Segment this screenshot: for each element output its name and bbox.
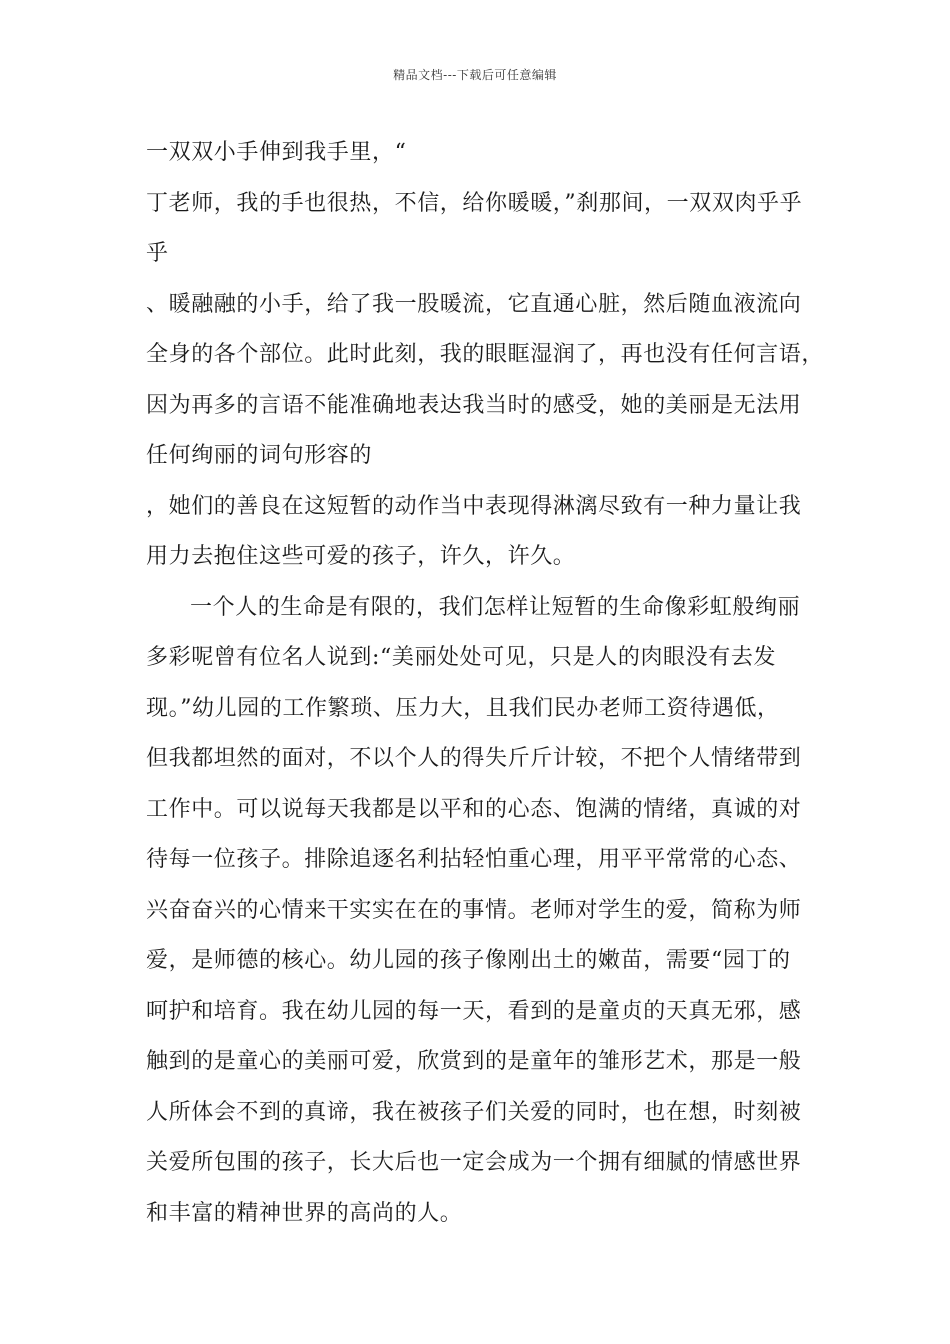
- text-line: 兴奋奋兴的心情来干实实在在的事情。老师对学生的爱，简称为师: [146, 897, 802, 923]
- text-line: 现。”幼儿园的工作繁琐、压力大，且我们民办老师工资待遇低，: [146, 695, 780, 721]
- text-line: 呵护和培育。我在幼儿园的每一天，看到的是童贞的天真无邪，感: [146, 998, 802, 1024]
- text-line: 乎: [146, 241, 169, 266]
- text-line: 工作中。可以说每天我都是以平和的心态、饱满的情绪，真诚的对: [146, 796, 802, 822]
- text-line: 人所体会不到的真谛，我在被孩子们关爱的同时，也在想，时刻被: [146, 1099, 802, 1125]
- document-body: [146, 128, 826, 1239]
- text-line: 丁老师，我的手也很热，不信，给你暖暖，”刹那间，一双双肉乎乎: [146, 190, 803, 216]
- text-line: 因为再多的言语不能准确地表达我当时的感受，她的美丽是无法用: [146, 392, 802, 418]
- text-line: 全身的各个部位。此时此刻，我的眼眶湿润了，再也没有任何言语，: [146, 342, 825, 367]
- text-line: 一双双小手伸到我手里，“: [146, 140, 407, 165]
- text-line: ，她们的善良在这短暂的动作当中表现得淋漓尽致有一种力量让我: [146, 493, 802, 519]
- text-line: 但我都坦然的面对，不以个人的得失斤斤计较，不把个人情绪带到: [146, 746, 802, 771]
- text-line: 、暖融融的小手，给了我一股暖流，它直通心脏，然后随血液流向: [146, 291, 802, 317]
- paragraph-first-line: 一个人的生命是有限的，我们怎样让短暂的生命像彩虹般绚丽: [190, 594, 801, 620]
- text-line: 爱，是师德的核心。幼儿园的孩子像刚出土的嫩苗，需要“园丁的: [146, 948, 791, 973]
- text-line: 触到的是童心的美丽可爱，欣赏到的是童年的雏形艺术，那是一般: [146, 1049, 802, 1074]
- page-header: 精品文档---下载后可任意编辑: [393, 68, 557, 82]
- text-line: 任何绚丽的词句形容的: [146, 443, 373, 468]
- text-line: 多彩呢曾有位名人说到:“美丽处处可见，只是人的肉眼没有去发: [146, 645, 777, 670]
- text-line: 用力去抱住这些可爱的孩子，许久，许久。: [146, 544, 576, 569]
- text-line: 待每一位孩子。排除追逐名利拈轻怕重心理，用平平常常的心态、: [146, 847, 802, 872]
- text-line: 关爱所包围的孩子，长大后也一定会成为一个拥有细腻的情感世界: [146, 1150, 802, 1175]
- text-line: 和丰富的精神世界的高尚的人。: [146, 1200, 463, 1226]
